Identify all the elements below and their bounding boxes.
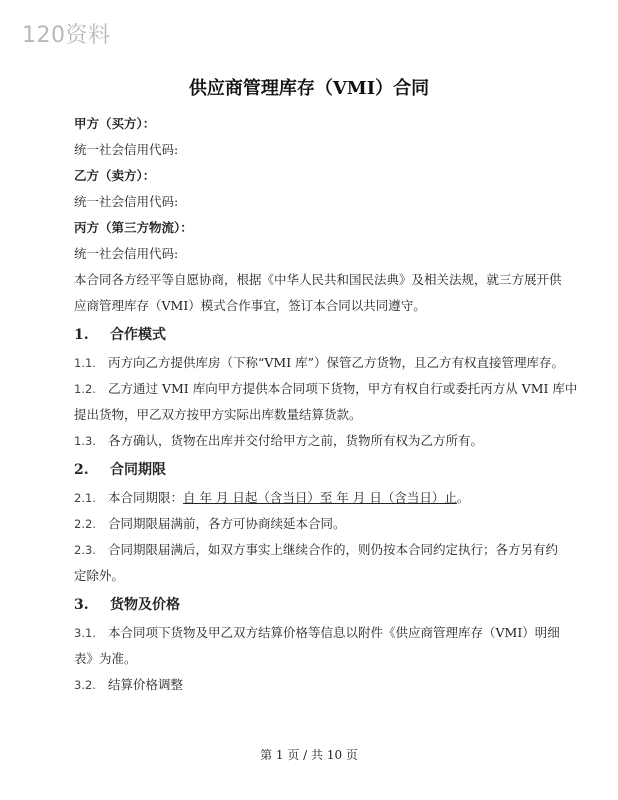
section-number: 2. (74, 462, 89, 478)
clause-text: 结算价格调整 (108, 677, 184, 692)
clause-text-end: 。 (456, 490, 470, 505)
clause-2-2 (74, 514, 346, 532)
document-title: 供应商管理库存（VMI）合同 (188, 78, 430, 99)
clause-number: 3.2. (74, 678, 96, 692)
clause-text: 本合同期限： (108, 490, 184, 505)
clause-3-1-continuation: 表》为准。 (74, 651, 137, 666)
clause-1-1 (74, 353, 564, 371)
section-title: 合同期限 (110, 462, 166, 478)
clause-text: 合同期限届满前，各方可协商续延本合同。 (108, 516, 346, 531)
clause-text: 合同期限届满后，如双方事实上继续合作的，则仍按本合同约定执行；各方另有约 (108, 542, 559, 557)
clause-2-1 (74, 488, 469, 506)
section-title: 合作模式 (110, 327, 166, 343)
section-number: 1. (74, 327, 89, 343)
party-c-credit-code: 统一社会信用代码: (74, 246, 179, 261)
clause-2-3-continuation: 定除外。 (74, 568, 125, 583)
clause-number: 1.1. (74, 356, 96, 370)
party-a-label: 甲方（买方）： (74, 116, 156, 131)
party-b-label: 乙方（卖方）： (74, 168, 156, 183)
section-3-heading (74, 594, 180, 614)
watermark: 120资料 (22, 23, 111, 48)
party-b-credit-code: 统一社会信用代码: (74, 194, 179, 209)
clause-number: 2.3. (74, 543, 96, 557)
intro-paragraph-line-2: 应商管理库存（VMI）模式合作事宜，签订本合同以共同遵守。 (74, 298, 426, 313)
section-1-heading (74, 324, 166, 344)
clause-number: 1.2. (74, 382, 96, 396)
section-title: 货物及价格 (110, 597, 180, 613)
contract-term-blank: 自 年 月 日起（含当日）至 年 月 日（含当日）止 (183, 490, 457, 505)
clause-number: 2.1. (74, 491, 96, 505)
clause-3-1 (74, 623, 560, 641)
clause-1-2-continuation: 提出货物，甲乙双方按甲方实际出库数量结算货款。 (74, 407, 362, 422)
section-number: 3. (74, 597, 89, 613)
party-a-credit-code: 统一社会信用代码: (74, 142, 179, 157)
clause-text: 乙方通过 VMI 库向甲方提供本合同项下货物，甲方有权自行或委托丙方从 VMI 库中 (108, 381, 578, 396)
clause-text: 本合同项下货物及甲乙双方结算价格等信息以附件《供应商管理库存（VMI）明细 (108, 625, 560, 640)
clause-number: 2.2. (74, 517, 96, 531)
page-footer: 第 1 页 / 共 10 页 (260, 748, 358, 762)
clause-1-3 (74, 431, 483, 449)
clause-number: 1.3. (74, 434, 96, 448)
clause-text: 丙方向乙方提供库房（下称“VMI 库”）保管乙方货物，且乙方有权直接管理库存。 (108, 355, 565, 370)
clause-3-2 (74, 675, 183, 693)
clause-text: 各方确认，货物在出库并交付给甲方之前，货物所有权为乙方所有。 (108, 433, 484, 448)
party-c-label: 丙方（第三方物流）： (74, 220, 193, 235)
intro-paragraph-line-1: 本合同各方经平等自愿协商，根据《中华人民共和国民法典》及相关法规，就三方展开供 (74, 272, 562, 287)
clause-1-2 (74, 379, 577, 397)
clause-number: 3.1. (74, 626, 96, 640)
clause-2-3 (74, 540, 558, 558)
section-2-heading (74, 459, 166, 479)
